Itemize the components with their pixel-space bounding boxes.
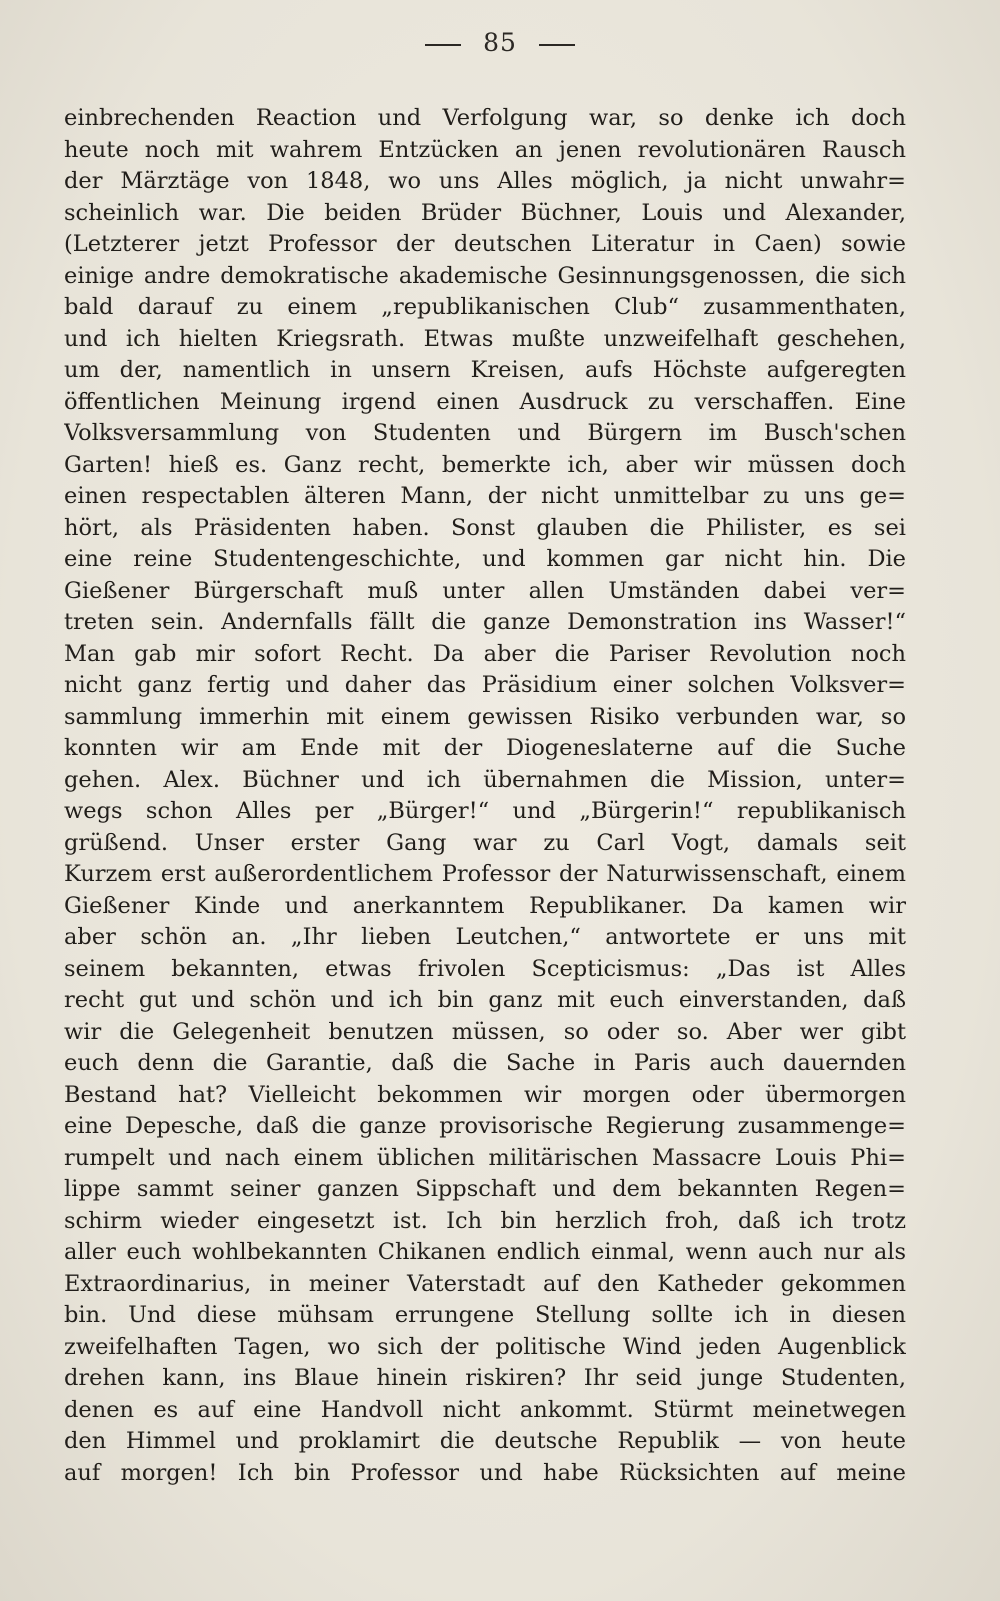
text-line: einige andre demokratische akademische Gesinnungsgenossen, die sich xyxy=(64,262,906,289)
text-line: treten sein. Andernfalls fällt die ganze Demonstration ins Wasser!“ xyxy=(64,609,906,635)
text-line: seinem bekannten, etwas frivolen Scepticismus: „Das ist Alles xyxy=(64,955,906,982)
text-line: Man gab mir sofort Recht. Da aber die Pariser Revolution noch xyxy=(64,640,906,667)
text-line: eine Depesche, daß die ganze provisorische Regierung zusammenge= xyxy=(64,1113,906,1139)
text-line: heute noch mit wahrem Entzücken an jenen revolutionären Rausch xyxy=(64,136,906,163)
text-line: auf morgen! Ich bin Professor und habe Rücksichten auf meine xyxy=(64,1459,906,1486)
body-text xyxy=(64,103,906,1489)
text-line: grüßend. Unser erster Gang war zu Carl Vogt, damals seit xyxy=(64,829,906,856)
text-line: Gießener Kinde und anerkanntem Republikaner. Da kamen wir xyxy=(64,892,906,919)
text-line: hört, als Präsidenten haben. Sonst glauben die Philister, es sei xyxy=(64,514,906,541)
text-line: bin. Und diese mühsam errungene Stellung sollte ich in diesen xyxy=(64,1302,906,1328)
text-line: Volksversammlung von Studenten und Bürgern im Busch'schen xyxy=(64,420,906,446)
text-line: wir die Gelegenheit benutzen müssen, so oder so. Aber wer gibt xyxy=(64,1018,906,1045)
page-number-dash-right xyxy=(539,44,575,46)
text-line: aller euch wohlbekannten Chikanen endlich einmal, wenn auch nur als xyxy=(64,1239,906,1265)
text-line: Garten! hieß es. Ganz recht, bemerkte ich, aber wir müssen doch xyxy=(64,451,906,478)
text-line: (Letzterer jetzt Professor der deutschen Literatur in Caen) sowie xyxy=(64,231,906,257)
text-line: wegs schon Alles per „Bürger!“ und „Bürgerin!“ republikanisch xyxy=(64,798,906,824)
text-line: um der, namentlich in unsern Kreisen, aufs Höchste aufgeregten xyxy=(64,357,906,383)
text-line: recht gut und schön und ich bin ganz mit euch einverstanden, daß xyxy=(64,987,906,1013)
text-line: Kurzem erst außerordentlichem Professor der Naturwissenschaft, einem xyxy=(64,861,906,887)
text-line: bald darauf zu einem „republikanischen Club“ zusammenthaten, xyxy=(64,294,906,320)
text-line: aber schön an. „Ihr lieben Leutchen,“ antwortete er uns mit xyxy=(64,924,906,950)
text-line: gehen. Alex. Büchner und ich übernahmen die Mission, unter= xyxy=(64,766,906,793)
text-line: eine reine Studentengeschichte, und kommen gar nicht hin. Die xyxy=(64,546,906,572)
text-line: den Himmel und proklamirt die deutsche Republik — von heute xyxy=(64,1428,906,1454)
text-line: denen es auf eine Handvoll nicht ankommt. Stürmt meinetwegen xyxy=(64,1396,906,1423)
text-line: der Märztäge von 1848, wo uns Alles möglich, ja nicht unwahr= xyxy=(64,168,906,194)
text-line: rumpelt und nach einem üblichen militärischen Massacre Louis Phi= xyxy=(64,1144,906,1171)
text-line: Gießener Bürgerschaft muß unter allen Umständen dabei ver= xyxy=(64,577,906,604)
text-line: schirm wieder eingesetzt ist. Ich bin herzlich froh, daß ich trotz xyxy=(64,1207,906,1234)
text-line: öffentlichen Meinung irgend einen Ausdruck zu verschaffen. Eine xyxy=(64,388,906,415)
text-line: und ich hielten Kriegsrath. Etwas mußte unzweifelhaft geschehen, xyxy=(64,325,906,352)
text-line: sammlung immerhin mit einem gewissen Risiko verbunden war, so xyxy=(64,703,906,730)
text-line: lippe sammt seiner ganzen Sippschaft und dem bekannten Regen= xyxy=(64,1176,906,1202)
text-line: konnten wir am Ende mit der Diogeneslaterne auf die Suche xyxy=(64,735,906,761)
text-line: nicht ganz fertig und daher das Präsidium einer solchen Volksver= xyxy=(64,672,906,698)
text-line: drehen kann, ins Blaue hinein riskiren? Ihr seid junge Studenten, xyxy=(64,1365,906,1391)
text-line: scheinlich war. Die beiden Brüder Büchner, Louis und Alexander, xyxy=(64,199,906,226)
text-line: einbrechenden Reaction und Verfolgung war, so denke ich doch xyxy=(64,105,906,131)
page-number-text: 85 xyxy=(483,28,517,57)
page-number-dash-left xyxy=(425,44,461,46)
page-number xyxy=(0,28,1000,57)
text-line: zweifelhaften Tagen, wo sich der politische Wind jeden Augenblick xyxy=(64,1333,906,1360)
text-line: einen respectablen älteren Mann, der nicht unmittelbar zu uns ge= xyxy=(64,483,906,509)
text-line: Bestand hat? Vielleicht bekommen wir morgen oder übermorgen xyxy=(64,1081,906,1108)
text-line: euch denn die Garantie, daß die Sache in Paris auch dauernden xyxy=(64,1050,906,1076)
text-line: Extraordinarius, in meiner Vaterstadt auf den Katheder gekommen xyxy=(64,1270,906,1297)
